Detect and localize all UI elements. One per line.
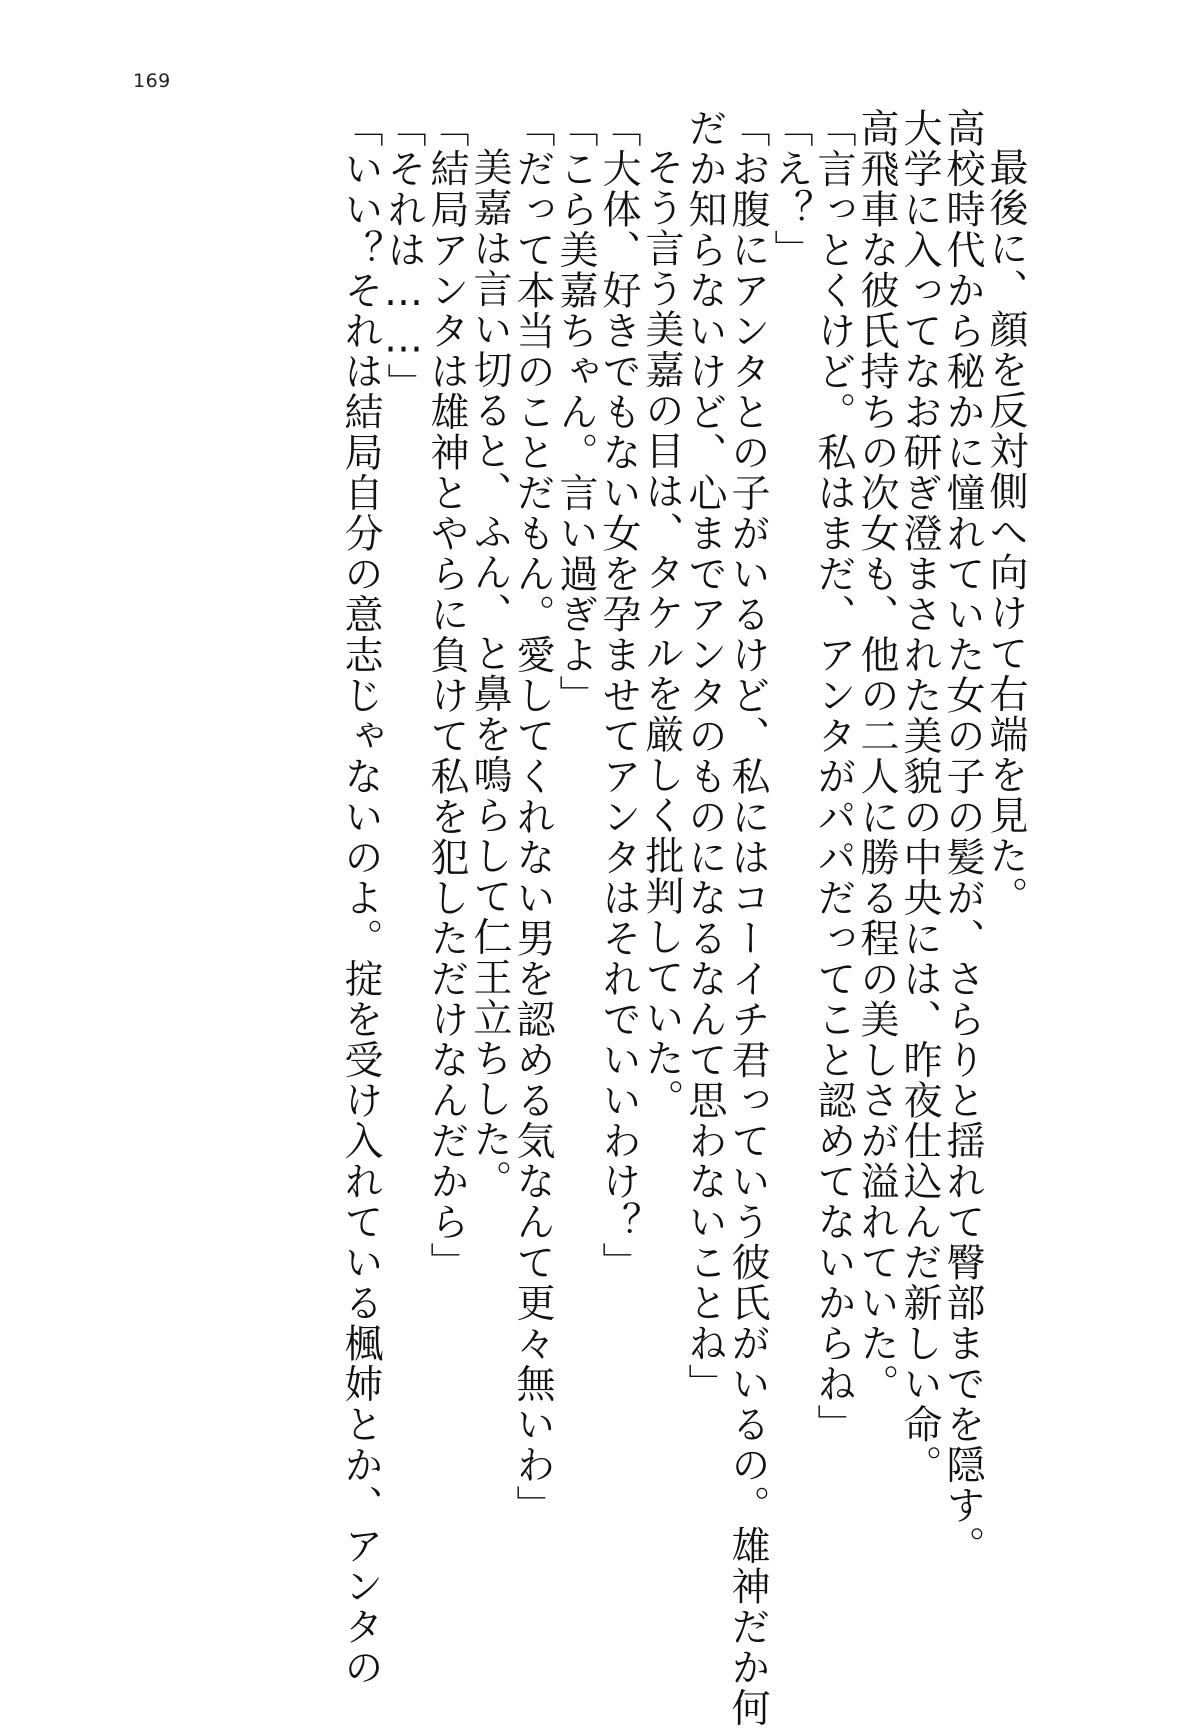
text-line: 高校時代から秘かに憧れていた女の子の髪が、さらりと揺れて臀部までを隠す。 [940,108,985,1566]
text-line: 高飛車な彼氏持ちの次女も、他の二人に勝る程の美しさが溢れていた。 [854,108,899,1404]
text-line: 「こら美嘉ちゃん。言い過ぎよ」 [553,108,598,716]
page-number: 169 [133,70,171,92]
text-line: 「いい？それは結局自分の意志じゃないのよ。掟を受け入れている楓姉とか、アンタの [338,108,383,1688]
text-line: 大学に入ってなお研ぎ澄まされた美貌の中央には、昨夜仕込んだ新しい命。 [897,108,942,1485]
text-line: 「それは……」 [381,108,426,404]
text-line: 「言っとくけど。私はまだ、アンタがパパだってこと認めてないからね」 [811,108,856,1445]
body-text [338,108,1028,1728]
text-line: そう言う美嘉の目は、タケルを厳しく批判していた。 [639,147,684,1119]
text-line: 「結局アンタは雄神とやらに負けて私を犯しただけなんだから」 [424,108,469,1283]
text-line: 「だって本当のことだもん。愛してくれない男を認める気なんて更々無いわ」 [510,108,555,1526]
text-line: 「お腹にアンタとの子がいるけど、私にはコーイチ君っていう彼氏がいるの。雄神だか何 [725,108,770,1728]
text-line: 最後に、顔を反対側へ向けて右端を見た。 [983,147,1028,917]
text-line: だか知らないけど、心までアンタのものになるなんて思わないことね」 [682,108,727,1404]
text-line: 美嘉は言い切ると、ふん、と鼻を鳴らして仁王立ちした。 [467,147,512,1200]
text-line: 「大体、好きでもない女を孕ませてアンタはそれでいいわけ？」 [596,108,641,1283]
text-line: 「え？」 [768,108,813,270]
